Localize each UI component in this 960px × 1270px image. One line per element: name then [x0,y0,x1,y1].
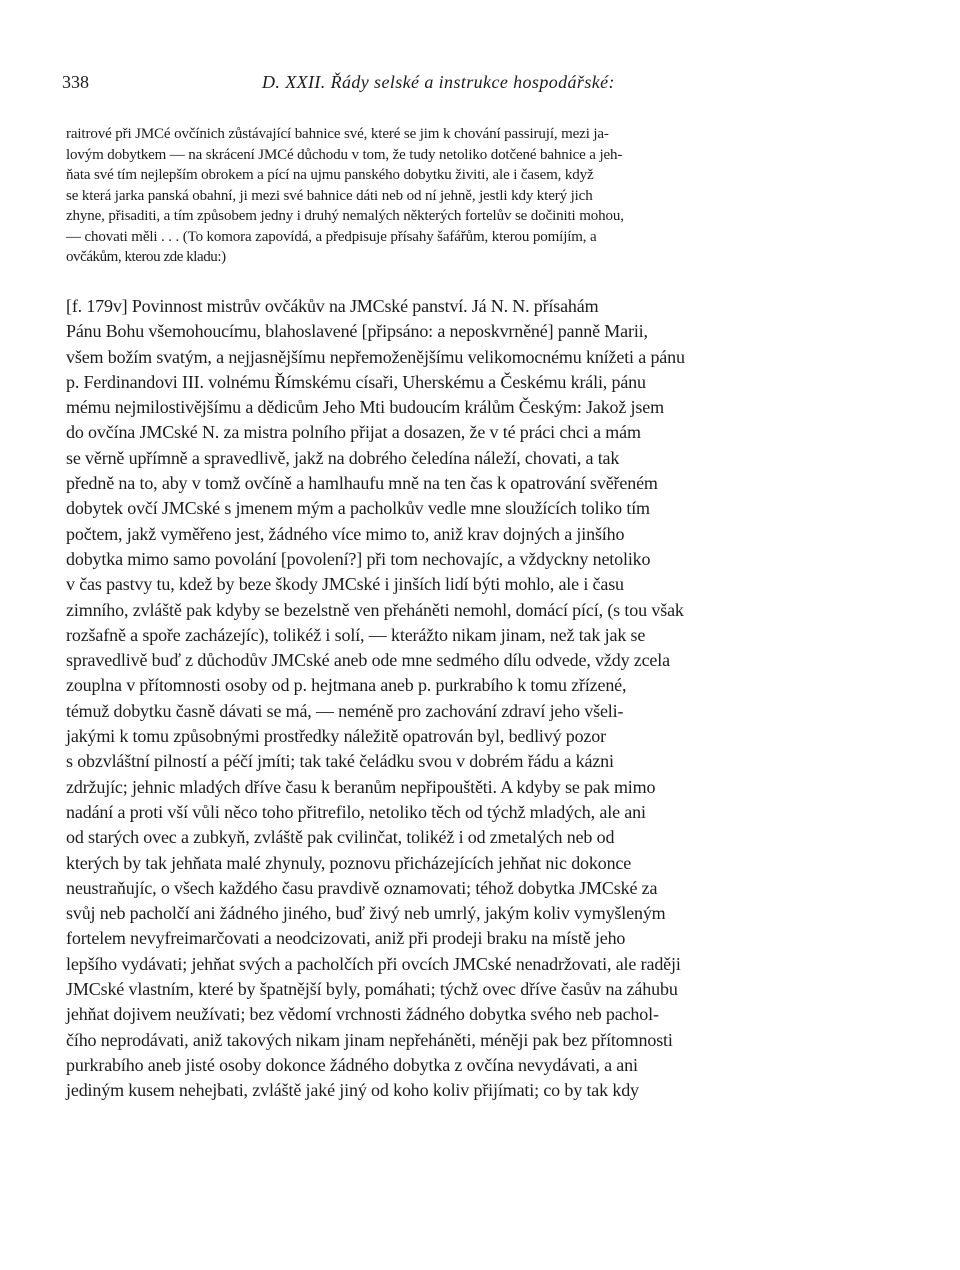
body-text-line: Pánu Bohu všemohoucímu, blahoslavené [připsáno: a neposkvrněné] panně Marii, [66,321,648,342]
body-text-line: témuž dobytku časně dávati se má, — neméně pro zachování zdraví jeho všeli- [66,700,624,721]
body-text-line: zimního, zvláště pak kdyby se bezelstně ven přeháněti nemohl, domácí pící, (s tou však [66,599,684,620]
body-text-line: s obzvláštní pilností a péčí jmíti; tak také čeládku svou v dobrém řádu a kázni [66,751,614,772]
body-text-line: jakými k tomu způsobnými prostředky náležitě opatrován byl, bedlivý pozor [66,726,606,747]
body-text-line: dobytka mimo samo povolání [povolení?] při tom nechovajíc, a vždyckny netoliko [66,548,651,569]
body-text-line: p. Ferdinandovi III. volnému Římskému císaři, Uherskému a Českému králi, pánu [66,371,646,392]
intro-text-line: ňata své tím nejlepším obrokem a pící na ujmu panského dobytku živiti, ale i časem, když [66,167,594,183]
body-text-line: od starých ovec a zubkyň, zvláště pak cvilinčat, tolikéž i od zmetalých neb od [66,827,615,848]
intro-text-line: zhyne, přisaditi, a tím způsobem jedny i druhý nemalých některých fortelův se dočiniti mohou, [66,208,624,224]
intro-text-line: se která jarka panská obahní, ji mezi své bahnice dáti neb od ní jehně, jestli kdy který jich [66,187,593,204]
oath-text [66,294,896,1104]
body-text-line: spravedlivě buď z důchodův JMCské aneb ode mne sedmého dílu odvede, vždy zcela [66,650,670,671]
body-text-line: [f. 179v] Povinnost mistrův ovčákův na JMCské panství. Já N. N. přísahám [66,296,599,316]
body-text-line: se věrně upřímně a spravedlivě, jakž na dobrého čeledína náleží, chovati, a tak [66,447,620,468]
body-text-line: purkrabího aneb jisté osoby dokonce žádného dobytka z ovčína nevydávati, a ani [66,1054,638,1075]
body-text-line: dobytek ovčí JMCské s jmenem mým a pacholkův vedle mne sloužících toliko tím [66,498,650,519]
body-text-line: svůj neb pacholčí ani žádného jiného, buď živý neb umrlý, jakým koliv vymyšleným [66,903,666,924]
body-text-line: fortelem nevyfreimarčovati a neodcizovati, aniž při prodeji braku na místě jeho [66,928,626,949]
body-text-line: počtem, jakž vyměřeno jest, žádného více mimo to, aniž krav dojných a jinšího [66,523,625,544]
intro-text-line: raitrové při JMCé ovčínich zůstávající bahnice své, které se jim k chování passirují, mezi ja- [66,126,609,142]
body-text-line: do ovčína JMCské N. za mistra polního přijat a dosazen, že v té práci chci a mám [66,422,641,443]
body-text-line: jehňat dojivem neužívati; bez vědomí vrchnosti žádného dobytka svého neb pachol- [66,1004,659,1025]
introductory-paragraph [66,124,896,268]
page-header [62,72,892,102]
body-text-line: neustraňujíc, o všech každého času pravdivě oznamovati; téhož dobytka JMCské za [66,877,658,898]
body-text-line: lepšího vydávati; jehňat svých a pacholčích při ovcích JMCské nenadržovati, ale raději [66,953,681,974]
body-text-line: čího neprodávati, aniž takových nikam jinam nepřeháněti, méněji pak bez přítomnosti [66,1029,673,1050]
page-number: 338 [62,72,89,92]
body-text-line: zdržujíc; jehnic mladých dříve času k beranům nepřipouštěti. A kdyby se pak mimo [66,776,656,797]
body-text-line: rozšafně a spoře zacházejíc), tolikéž i solí, — kterážto nikam jinam, než tak jak se [66,624,646,645]
intro-text-line: lovým dobytkem — na skrácení JMCé důchodu v tom, že tudy netoliko dotčené bahnice a jeh- [66,146,623,163]
intro-text-line: — chovati měli . . . (To komora zapovídá, a předpisuje přísahy šafářům, kterou pomíjím, a [66,228,597,245]
body-text-line: kterých by tak jehňata malé zhynuly, poznovu přicházejících jehňat nic dokonce [66,852,632,873]
intro-text-line: ovčákům, kterou zde kladu:) [66,249,226,265]
body-text-line: jediným kusem nehejbati, zvláště jaké jiný od koho koliv přijímati; co by tak kdy [66,1080,639,1101]
body-text-line: všem božím svatým, a nejjasnějšímu nepřemoženějšímu velikomocnému knížeti a pánu [66,346,685,367]
body-text-line: JMCské vlastním, které by špatnější byly, pomáhati; týchž ovec dříve časův na záhubu [66,979,678,1000]
body-text-line: zouplna v přítomnosti osoby od p. hejtmana aneb p. purkrabího k tomu zřízené, [66,675,627,696]
body-text-line: nadání a proti vší vůli něco toho přitrefilo, netoliko těch od týchž mladých, ale ani [66,801,646,822]
running-title: D. XXII. Řády selské a instrukce hospodářské: [262,72,615,92]
body-text-line: předně na to, aby v tomž ovčíně a hamlhaufu mně na ten čas k opatrování svěřeném [66,473,658,494]
body-text-line: v čas pastvy tu, kdež by beze škody JMCské i jinších lidí býti mohlo, ale i času [66,574,624,595]
body-text-line: mému nejmilostivějšímu a dědicům Jeho Mti budoucím králům Českým: Jakož jsem [66,397,664,418]
